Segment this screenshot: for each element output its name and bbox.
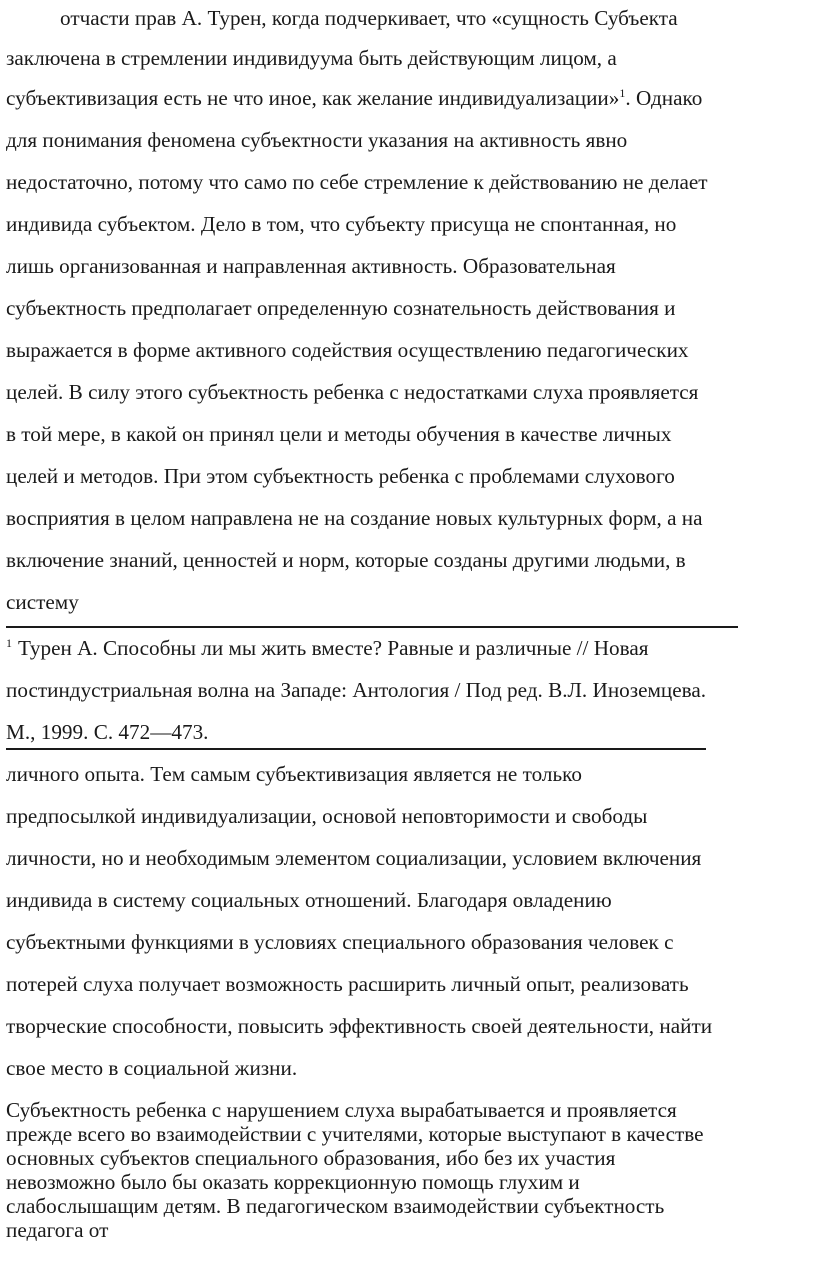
p2-line-4: индивида в систему социальных отношений. Благодаря овладению (6, 888, 612, 912)
p1-line-8: субъектность предполагает определенную сознательность действования и (6, 296, 676, 320)
footnote-line-1-text: Турен А. Способны ли мы жить вместе? Равные и различные // Новая (18, 636, 649, 660)
p2-line-3: личности, но и необходимым элементом социализации, условием включения (6, 846, 702, 870)
p3-line-5: слабослышащим детям. В педагогическом взаимодействии субъектность (6, 1194, 665, 1218)
p1-line-3 (6, 86, 702, 110)
p2-line-5: субъектными функциями в условиях специального образования человек с (6, 930, 674, 954)
p1-line-13: восприятия в целом направлена не на создание новых культурных форм, а на (6, 506, 703, 530)
p1-line-3-tail: . Однако (625, 86, 703, 110)
p1-line-7: лишь организованная и направленная активность. Образовательная (6, 254, 616, 278)
p1-line-14: включение знаний, ценностей и норм, которые созданы другими людьми, в (6, 548, 686, 572)
footnote-marker: 1 (6, 635, 12, 650)
footnote-separator-top (6, 626, 738, 628)
p1-line-4: для понимания феномена субъектности указания на активность явно (6, 128, 628, 152)
p1-line-9: выражается в форме активного содействия осуществлению педагогических (6, 338, 689, 362)
p2-line-2: предпосылкой индивидуализации, основой неповторимости и свободы (6, 804, 648, 828)
p2-line-7: творческие способности, повысить эффективность своей деятельности, найти (6, 1014, 713, 1038)
p2-line-1: личного опыта. Тем самым субъективизация является не только (6, 762, 582, 786)
p1-line-1: отчасти прав А. Турен, когда подчеркивает, что «сущность Субъекта (60, 6, 678, 30)
p1-line-6: индивида субъектом. Дело в том, что субъекту присуща не спонтанная, но (6, 212, 677, 236)
p1-line-10: целей. В силу этого субъектность ребенка с недостатками слуха проявляется (6, 380, 699, 404)
p3-line-3: основных субъектов специального образования, ибо без их участия (6, 1146, 616, 1170)
footnote-line-2: постиндустриальная волна на Западе: Антология / Под ред. В.Л. Иноземцева. (6, 678, 707, 702)
footnote-line-3: М., 1999. С. 472—473. (6, 720, 209, 744)
p3-line-4: невозможно было бы оказать коррекционную помощь глухим и (6, 1170, 580, 1194)
footnote-reference[interactable]: 1 (619, 85, 626, 100)
footnote-separator-bottom (6, 748, 706, 750)
p1-line-2: заключена в стремлении индивидуума быть действующим лицом, а (6, 46, 617, 70)
p3-line-6: педагога от (6, 1218, 109, 1242)
footnote-line-1 (6, 636, 649, 660)
p1-line-15: систему (6, 590, 79, 614)
p1-line-12: целей и методов. При этом субъектность ребенка с проблемами слухового (6, 464, 675, 488)
p3-line-1: Субъектность ребенка с нарушением слуха вырабатывается и проявляется (6, 1098, 677, 1122)
p1-line-5: недостаточно, потому что само по себе стремление к действованию не делает (6, 170, 708, 194)
p1-line-3-text: субъективизация есть не что иное, как желание индивидуализации» (6, 86, 620, 110)
p3-line-2: прежде всего во взаимодействии с учителями, которые выступают в качестве (6, 1122, 704, 1146)
p2-line-6: потерей слуха получает возможность расширить личный опыт, реализовать (6, 972, 689, 996)
p1-line-11: в той мере, в какой он принял цели и методы обучения в качестве личных (6, 422, 672, 446)
p2-line-8: свое место в социальной жизни. (6, 1056, 298, 1080)
